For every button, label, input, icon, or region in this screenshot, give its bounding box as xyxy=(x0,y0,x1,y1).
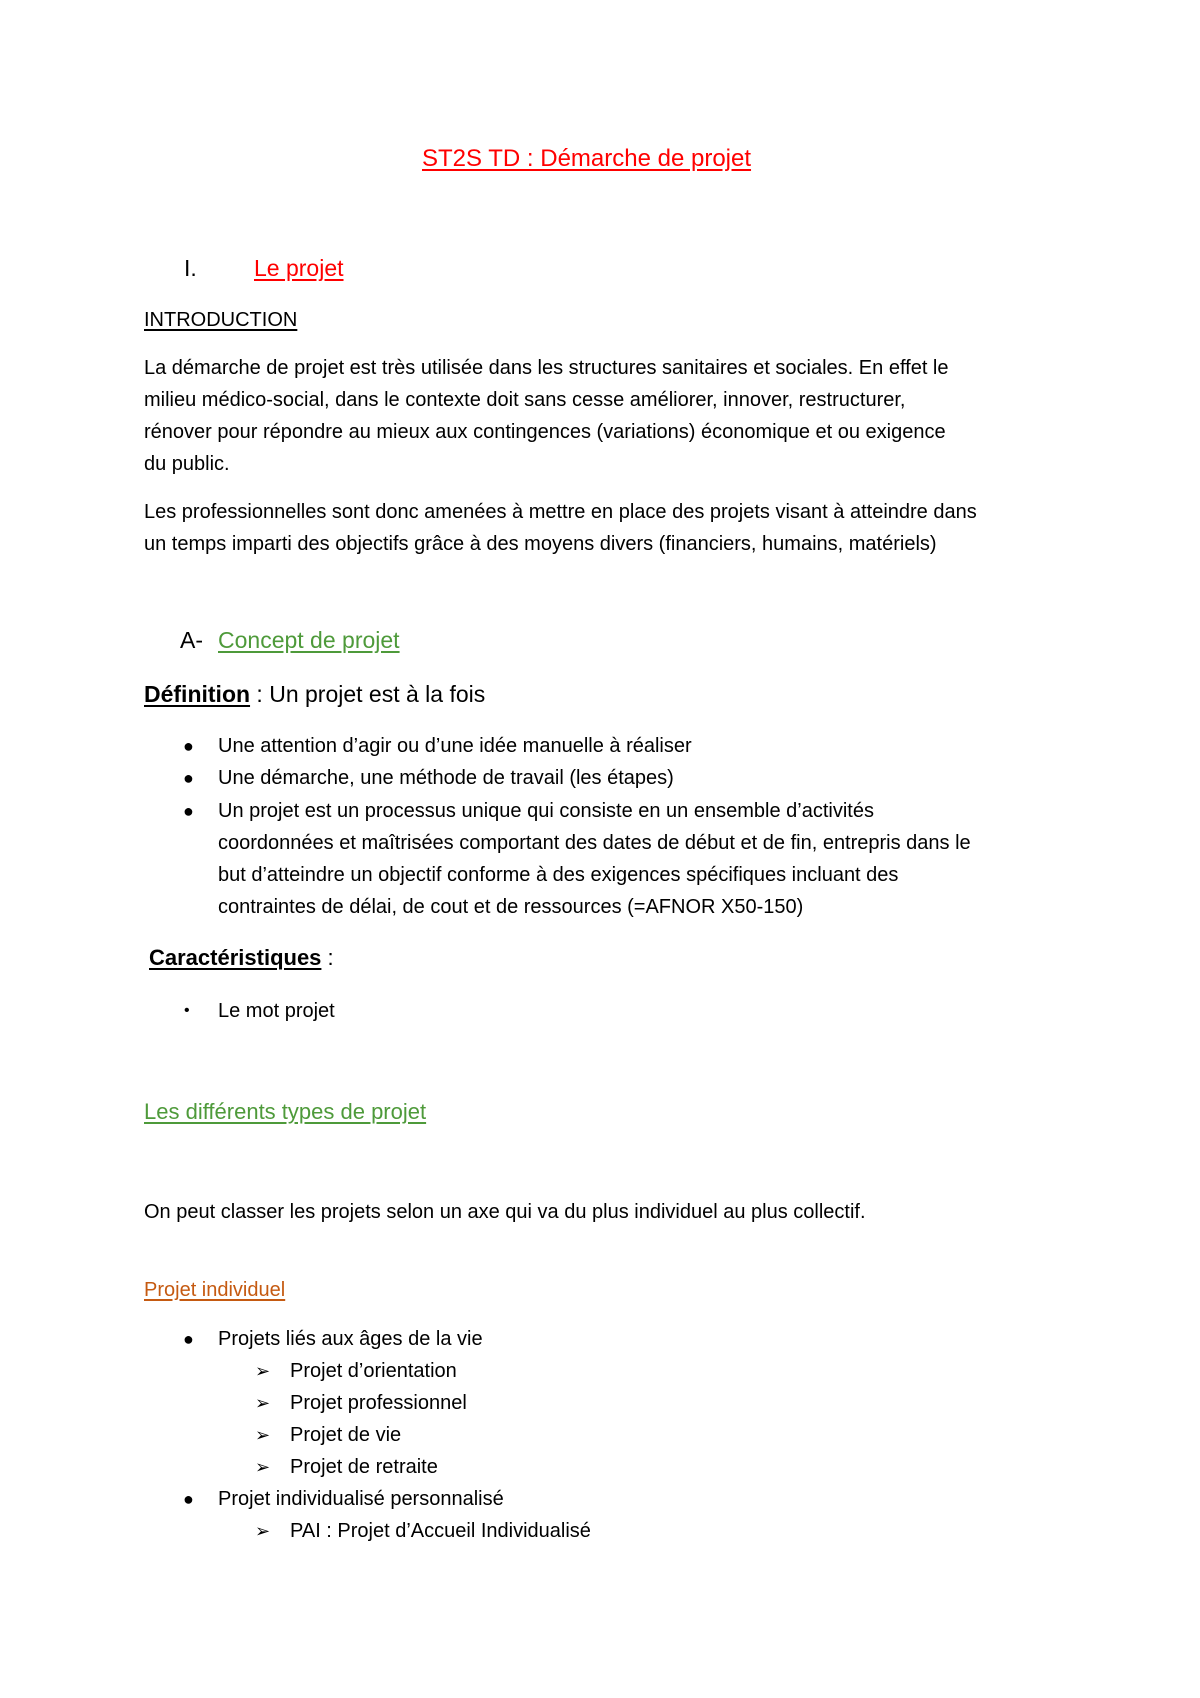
definition-text: : Un projet est à la fois xyxy=(250,681,486,707)
section-number: I. xyxy=(184,255,197,281)
caracteristiques-line xyxy=(149,943,334,973)
section-heading: Le projet xyxy=(254,255,344,281)
bullet-dot-icon: • xyxy=(184,1002,190,1019)
definition-bullet-line: but d’atteindre un objectif conforme à des exigences spécifiques incluant des xyxy=(218,864,899,886)
arrow-bullet-icon: ➢ xyxy=(255,1393,271,1413)
definition-bullet: Une démarche, une méthode de travail (les étapes) xyxy=(218,767,674,789)
projet-individuel-subitem: Projet de retraite xyxy=(290,1456,438,1478)
caracteristiques-suffix: : xyxy=(321,945,334,970)
intro-paragraph-line: rénover pour répondre au mieux aux contingences (variations) économique et ou exigence xyxy=(144,421,946,443)
definition-label: Définition xyxy=(144,681,251,707)
types-heading: Les différents types de projet xyxy=(144,1099,427,1124)
projet-individuel-item: Projets liés aux âges de la vie xyxy=(218,1328,483,1350)
intro-paragraph-line: du public. xyxy=(144,453,230,475)
caracteristiques-bullet: Le mot projet xyxy=(218,1000,335,1022)
document-title: ST2S TD : Démarche de projet xyxy=(422,145,752,172)
projet-individuel-subitem: PAI : Projet d’Accueil Individualisé xyxy=(290,1520,591,1542)
projet-individuel-subitem: Projet de vie xyxy=(290,1424,402,1446)
projet-individuel-heading: Projet individuel xyxy=(144,1279,286,1301)
introduction-label: INTRODUCTION xyxy=(144,309,298,331)
arrow-bullet-icon: ➢ xyxy=(255,1425,271,1445)
subsection-prefix: A- xyxy=(180,627,203,653)
intro-paragraph-line: un temps imparti des objectifs grâce à des moyens divers (financiers, humains, matériels) xyxy=(144,533,937,555)
definition-bullet: Une attention d’agir ou d’une idée manuelle à réaliser xyxy=(218,735,692,757)
definition-bullet-line: coordonnées et maîtrisées comportant des dates de début et de fin, entrepris dans le xyxy=(218,832,971,854)
definition-line xyxy=(144,681,485,708)
intro-paragraph-line: Les professionnelles sont donc amenées à mettre en place des projets visant à atteindre dans xyxy=(144,501,977,523)
caracteristiques-label: Caractéristiques xyxy=(149,945,322,970)
bullet-dot-icon: ● xyxy=(183,768,194,788)
definition-bullet-line: contraintes de délai, de cout et de ressources (=AFNOR X50-150) xyxy=(218,896,804,918)
intro-paragraph-line: milieu médico-social, dans le contexte doit sans cesse améliorer, innover, restructurer, xyxy=(144,389,906,411)
intro-paragraph-line: La démarche de projet est très utilisée dans les structures sanitaires et sociales. En effet le xyxy=(144,357,949,379)
arrow-bullet-icon: ➢ xyxy=(255,1521,271,1541)
projet-individuel-subitem: Projet d’orientation xyxy=(290,1360,457,1382)
projet-individuel-item: Projet individualisé personnalisé xyxy=(218,1488,504,1510)
subsection-heading: Concept de projet xyxy=(218,627,400,653)
arrow-bullet-icon: ➢ xyxy=(255,1457,271,1477)
bullet-dot-icon: ● xyxy=(183,1329,194,1349)
bullet-dot-icon: ● xyxy=(183,736,194,756)
bullet-dot-icon: ● xyxy=(183,1489,194,1509)
types-intro: On peut classer les projets selon un axe qui va du plus individuel au plus collectif. xyxy=(144,1201,866,1223)
bullet-dot-icon: ● xyxy=(183,801,194,821)
projet-individuel-subitem: Projet professionnel xyxy=(290,1392,467,1414)
definition-bullet-line: Un projet est un processus unique qui consiste en un ensemble d’activités xyxy=(218,800,874,822)
arrow-bullet-icon: ➢ xyxy=(255,1361,271,1381)
